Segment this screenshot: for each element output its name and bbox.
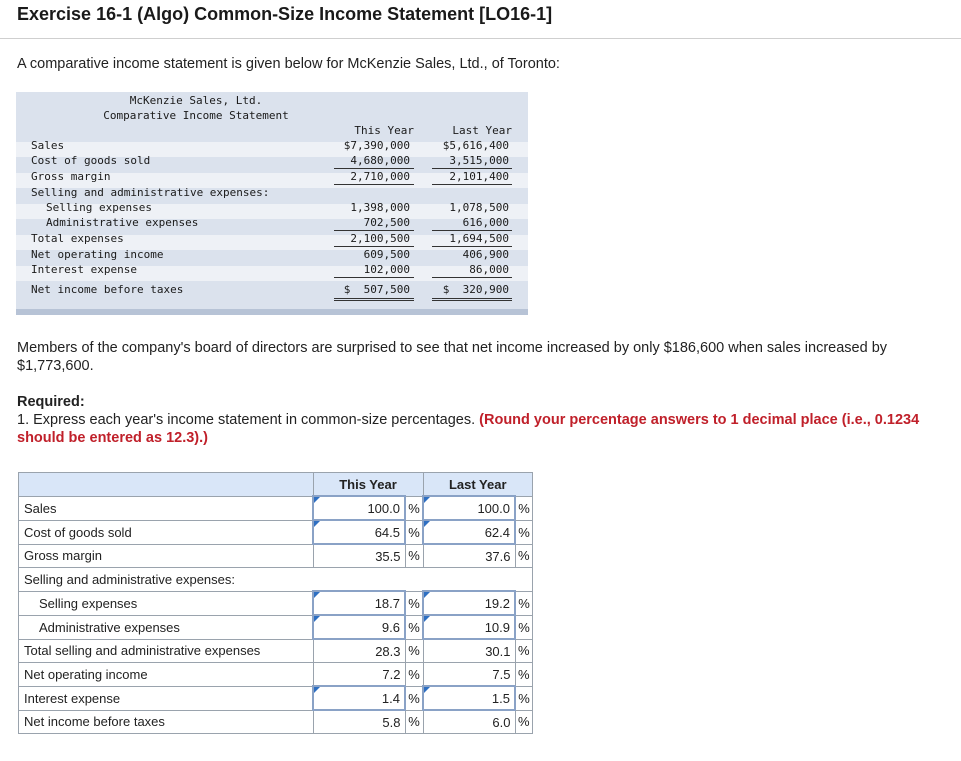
statement-label: Net operating income — [31, 248, 164, 261]
answer-header-blank — [19, 473, 314, 497]
this-year-value: 5.8 — [313, 710, 405, 734]
percent-sign: % — [405, 663, 423, 687]
percent-sign: % — [405, 615, 423, 639]
this-year-input[interactable]: 64.5 — [313, 520, 405, 544]
this-year-value: 35.5 — [313, 544, 405, 568]
statement-last-year-value: $5,616,400 — [442, 139, 509, 152]
rounding-note: (Round your percentage answers to 1 decimal place (i.e., 0.1234 should be entered as 12.3).) — [17, 412, 920, 446]
statement-label: Selling and administrative expenses: — [31, 186, 270, 199]
percent-sign: % — [405, 710, 423, 734]
percent-sign: % — [515, 710, 533, 734]
members-text: Members of the company's board of directors are surprised to see that net income increased by only $186,600 when sales increased by $1,773,600. — [17, 340, 888, 374]
statement-subtitle: Comparative Income Statement — [103, 109, 289, 122]
percent-sign: % — [515, 639, 533, 663]
comparative-income-statement — [16, 92, 528, 314]
percent-sign: % — [405, 639, 423, 663]
statement-this-year-value: 2,100,500 — [350, 232, 410, 245]
required-text — [17, 411, 952, 447]
statement-company: McKenzie Sales, Ltd. — [129, 94, 263, 107]
percent-sign: % — [515, 663, 533, 687]
statement-last-year-value: 2,101,400 — [449, 170, 509, 183]
answer-col-this-year: This Year — [313, 473, 423, 497]
statement-label: Administrative expenses — [46, 216, 199, 229]
title-divider — [0, 38, 961, 39]
statement-this-year-value: 609,500 — [363, 248, 410, 261]
percent-sign: % — [405, 686, 423, 710]
statement-last-year-value: 86,000 — [469, 263, 509, 276]
required-heading: Required: — [17, 394, 85, 410]
statement-last-year-value: $ 320,900 — [442, 283, 509, 296]
last-year-value: 37.6 — [423, 544, 515, 568]
this-year-input[interactable]: 18.7 — [313, 591, 405, 615]
this-year-input[interactable]: 100.0 — [313, 496, 405, 520]
page-title: Exercise 16-1 (Algo) Common-Size Income Statement [LO16-1] — [17, 4, 553, 24]
statement-label: Gross margin — [31, 170, 111, 183]
percent-sign: % — [405, 544, 423, 568]
last-year-input[interactable]: 19.2 — [423, 591, 515, 615]
required-instruction: 1. Express each year's income statement in common-size percentages. — [17, 412, 476, 428]
statement-this-year-value: $7,390,000 — [343, 139, 410, 152]
statement-label: Net income before taxes — [31, 283, 184, 296]
statement-label: Cost of goods sold — [31, 154, 151, 167]
statement-last-year-value: 406,900 — [462, 248, 509, 261]
percent-sign: % — [515, 520, 533, 544]
percent-sign: % — [515, 544, 533, 568]
statement-col-last-year: Last Year — [452, 124, 512, 137]
statement-this-year-value: 702,500 — [363, 216, 410, 229]
percent-sign: % — [405, 591, 423, 615]
last-year-value: 30.1 — [423, 639, 515, 663]
statement-this-year-value: 4,680,000 — [350, 154, 410, 167]
answer-row-label: Administrative expenses — [19, 615, 314, 639]
percent-sign: % — [515, 591, 533, 615]
statement-last-year-value: 1,694,500 — [449, 232, 509, 245]
percent-sign: % — [405, 520, 423, 544]
percent-sign: % — [515, 686, 533, 710]
this-year-input[interactable]: 1.4 — [313, 686, 405, 710]
percent-sign: % — [515, 496, 533, 520]
answer-row-label: Selling expenses — [19, 591, 314, 615]
statement-label: Total expenses — [31, 232, 124, 245]
this-year-value: 28.3 — [313, 639, 405, 663]
percent-sign: % — [515, 615, 533, 639]
statement-bottom-edge — [16, 309, 528, 315]
statement-last-year-value: 3,515,000 — [449, 154, 509, 167]
last-year-input[interactable]: 100.0 — [423, 496, 515, 520]
intro-text: A comparative income statement is given below for McKenzie Sales, Ltd., of Toronto: — [17, 56, 560, 72]
percent-sign: % — [405, 496, 423, 520]
last-year-input[interactable]: 10.9 — [423, 615, 515, 639]
this-year-input[interactable]: 9.6 — [313, 615, 405, 639]
statement-last-year-value: 1,078,500 — [449, 201, 509, 214]
statement-label: Sales — [31, 139, 65, 152]
statement-this-year-value: $ 507,500 — [343, 283, 410, 296]
answer-row-label: Net operating income — [19, 663, 314, 687]
statement-this-year-value: 1,398,000 — [350, 201, 410, 214]
answer-row-label: Total selling and administrative expenses — [19, 639, 314, 663]
statement-label: Interest expense — [31, 263, 137, 276]
statement-col-this-year: This Year — [354, 124, 414, 137]
answer-row-label: Sales — [19, 496, 314, 520]
answer-row-label: Gross margin — [19, 544, 314, 568]
last-year-value: 7.5 — [423, 663, 515, 687]
statement-this-year-value: 102,000 — [363, 263, 410, 276]
answer-row-label: Interest expense — [19, 686, 314, 710]
last-year-value: 6.0 — [423, 710, 515, 734]
statement-label: Selling expenses — [46, 201, 152, 214]
answer-row-label: Net income before taxes — [19, 710, 314, 734]
last-year-input[interactable]: 62.4 — [423, 520, 515, 544]
answer-row-label: Selling and administrative expenses: — [19, 568, 533, 592]
this-year-value: 7.2 — [313, 663, 405, 687]
statement-last-year-value: 616,000 — [462, 216, 509, 229]
answer-col-last-year: Last Year — [423, 473, 533, 497]
last-year-input[interactable]: 1.5 — [423, 686, 515, 710]
common-size-answer-table — [18, 472, 533, 734]
answer-row-label: Cost of goods sold — [19, 520, 314, 544]
statement-this-year-value: 2,710,000 — [350, 170, 410, 183]
